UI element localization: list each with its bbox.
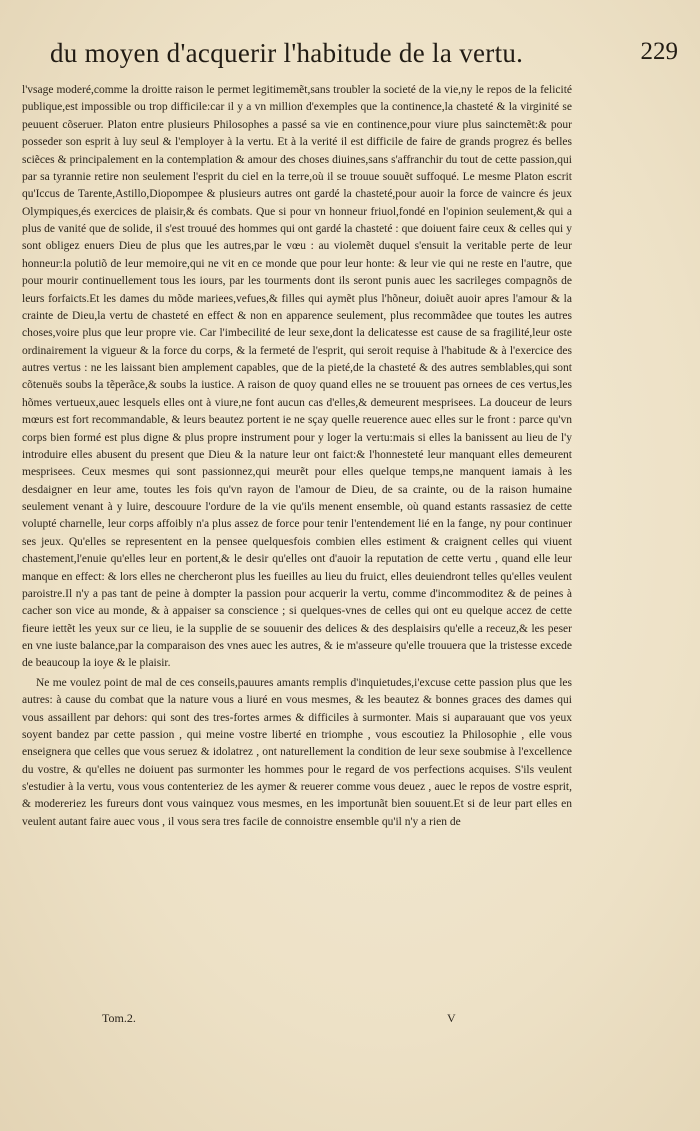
page-footer [22,1011,678,1031]
page-number: 229 [640,38,678,65]
paragraph: l'vsage moderé,comme la droitte raison le permet legitimemẽt,sans troubler la societé de la vie,ny le repos de la felicité publique,est impossible ou trop difficile:car il y a vn million d'exemples que la continence,la chasteté & la virginité se peuuent cõseruer. Platon entre plusieurs Philosophes a passé sa vie en continence,pour viure plus sainctemẽt:& pour posseder son esprit à luy seul & l'employer à la vertu. Et à la verité il est difficile de faire de grands progrez és belles sciẽces & principalement en la contemplation & amour des choses diuines,sans s'affranchir du tout de cette passion,qui par sa tyrannie retire non seulement l'esprit du ciel en la terre,où il se trouue souuẽt suffoqué. Le mesme Platon escrit qu'Iccus de Tarente,Astillo,Diopompee & plusieurs autres ont gardé la chasteté,pour auoir la force de vaincre és jeux Olympiques,és exercices de plaisir,& és combats. Que si pour vn honneur friuol,fondé en l'opinion seulement,& qui a plus de vanité que de solide, il s'est trouué des hommes qui ont gardé la chasteté : que doiuent faire ceux & celles qui y sont obligez enuers Dieu de plus que les autres,par le vœu : au violemẽt duquel s'ensuit la veritable perte de leur honneur:la polutiõ de leur memoire,qui ne vit en ce monde que pour leur honte: & leur vie qui ne reste en l'autre, que pour mourir continuellement tous les iours, par les tourments dont ils seront punis auec les sacrileges compagnõs de leurs forfaicts.Et les dames du mõde mariees,vefues,& filles qui aymẽt plus l'hõneur, doiuẽt auoir apres l'amour & la crainte de Dieu,la vertu de chasteté en effect & non en apparence seulement, plus recommãdee que toutes les autres choses,voire plus que leur propre vie. Car l'imbecilité de leur sexe,dont la delicatesse est cause de sa fragilité,leur oste ordinairement la vigueur & la force du corps, & la fermeté de l'esprit, qui seroit requise à l'habitude & à l'exercice des autres vertus : ne les laissant bien amplement capables, que de la pieté,de la chasteté & des autres semblables,qui sont cõtenuës soubs la tẽperãce,& soubs la iustice. A raison de quoy quand elles ne se trouuent pas ornees de ces vertus,les hõmes vertueux,auec lesquels elles ont à viure,ne font aucun cas d'elles,& demeurent mesprisees. La douceur de leurs mœurs est fort recommandable, & leurs beautez portent ie ne sçay quelle reuerence auec elles sur le front : parce qu'vn corps bien formé est plus digne & plus propre instrument pour y loger la vertu:mais si elles la banissent au lieu de l'y introduire elles abusent du present que Dieu & la nature leur ont faict:& l'honnesteté leur manquant elles demeurent mesprisees. Ceux mesmes qui sont passionnez,qui meurẽt pour elles quelque temps,ne manquent iamais à les desdaigner en leur ame, toutes les fois qu'vn rayon de l'amour de Dieu, de sa crainte, ou de la raison humaine seulement venant à y luire, descouure l'ordure de la vie qu'ils menent ensemble, où quand estants rassasiez de cette volupté charnelle, leur corps affoibly n'a plus assez de force pour tenir l'entendement lié en la fange, ny pour continuer ses jeux. Qu'elles se representent en la pensee quelquesfois combien elles estiment & craignent celles qui viuent chastement,l'enuie qu'elles leur en portent,& le desir qu'elles ont d'auoir la reputation de cette vertu , quand elle leur manque en effect: & lors elles ne chercheront plus les fueilles au lieu du fruict, elles deuiendront telles qu'elles veulent paroistre.Il n'y a pas tant de peine à dompter la passion pour acquerir la vertu, comme d'incommoditez & de peines à cacher son vice au monde, & à appaiser sa conscience ; si quelques-vnes de celles qui ont eu quelque accez de cette fieure iettẽt les yeux sur ce lieu, ie la supplie de se souuenir des delices & des desplaisirs qu'elle a receuz,& les peser en vne iuste balance,par la comparaison des vnes auec les autres, & ie m'asseure qu'elle trouuera que la tristesse excede de beaucoup la ioye & le plaisir. [22,84,572,670]
body-text [22,82,572,831]
page-header [22,38,678,78]
running-title: du moyen d'acquerir l'habitude de la vertu. [50,38,524,68]
gathering-signature: V [447,1011,456,1025]
paragraph: Ne me voulez point de mal de ces conseils,pauures amants remplis d'inquietudes,i'excuse cette passion plus que les autres: à cause du combat que la nature vous a liuré en vous mesmes, & les beautez & bonnes graces des dames qui vous assaillent par dehors: qui sont des tres-fortes armes & difficiles à surmonter. Mais si auparauant que vos yeux soyent bandez par cette passion , qui meine vostre liberté en triomphe , vous escoutiez la Philosophie , elle vous enseignera que celles que vous seruez & idolatrez , ont naturellement la condition de leur sexe soubmise à l'excellence du vostre, & qu'elles ne doiuent pas surmonter les hommes pour le regard de vos perfections acquises. S'ils veulent s'estudier à la vertu, vous vous contenteriez de les aymer & reuerer comme vous deuez , auec le repos de vostre esprit, & modereriez les fureurs dont vous vainquez vous mesmes, en les importunãt bien souuent.Et si de leur part elles en veulent autant faire auec vous , il vous sera tres facile de connoistre ensemble qu'il n'y a rien de [22,676,572,828]
volume-signature: Tom.2. [102,1011,136,1025]
